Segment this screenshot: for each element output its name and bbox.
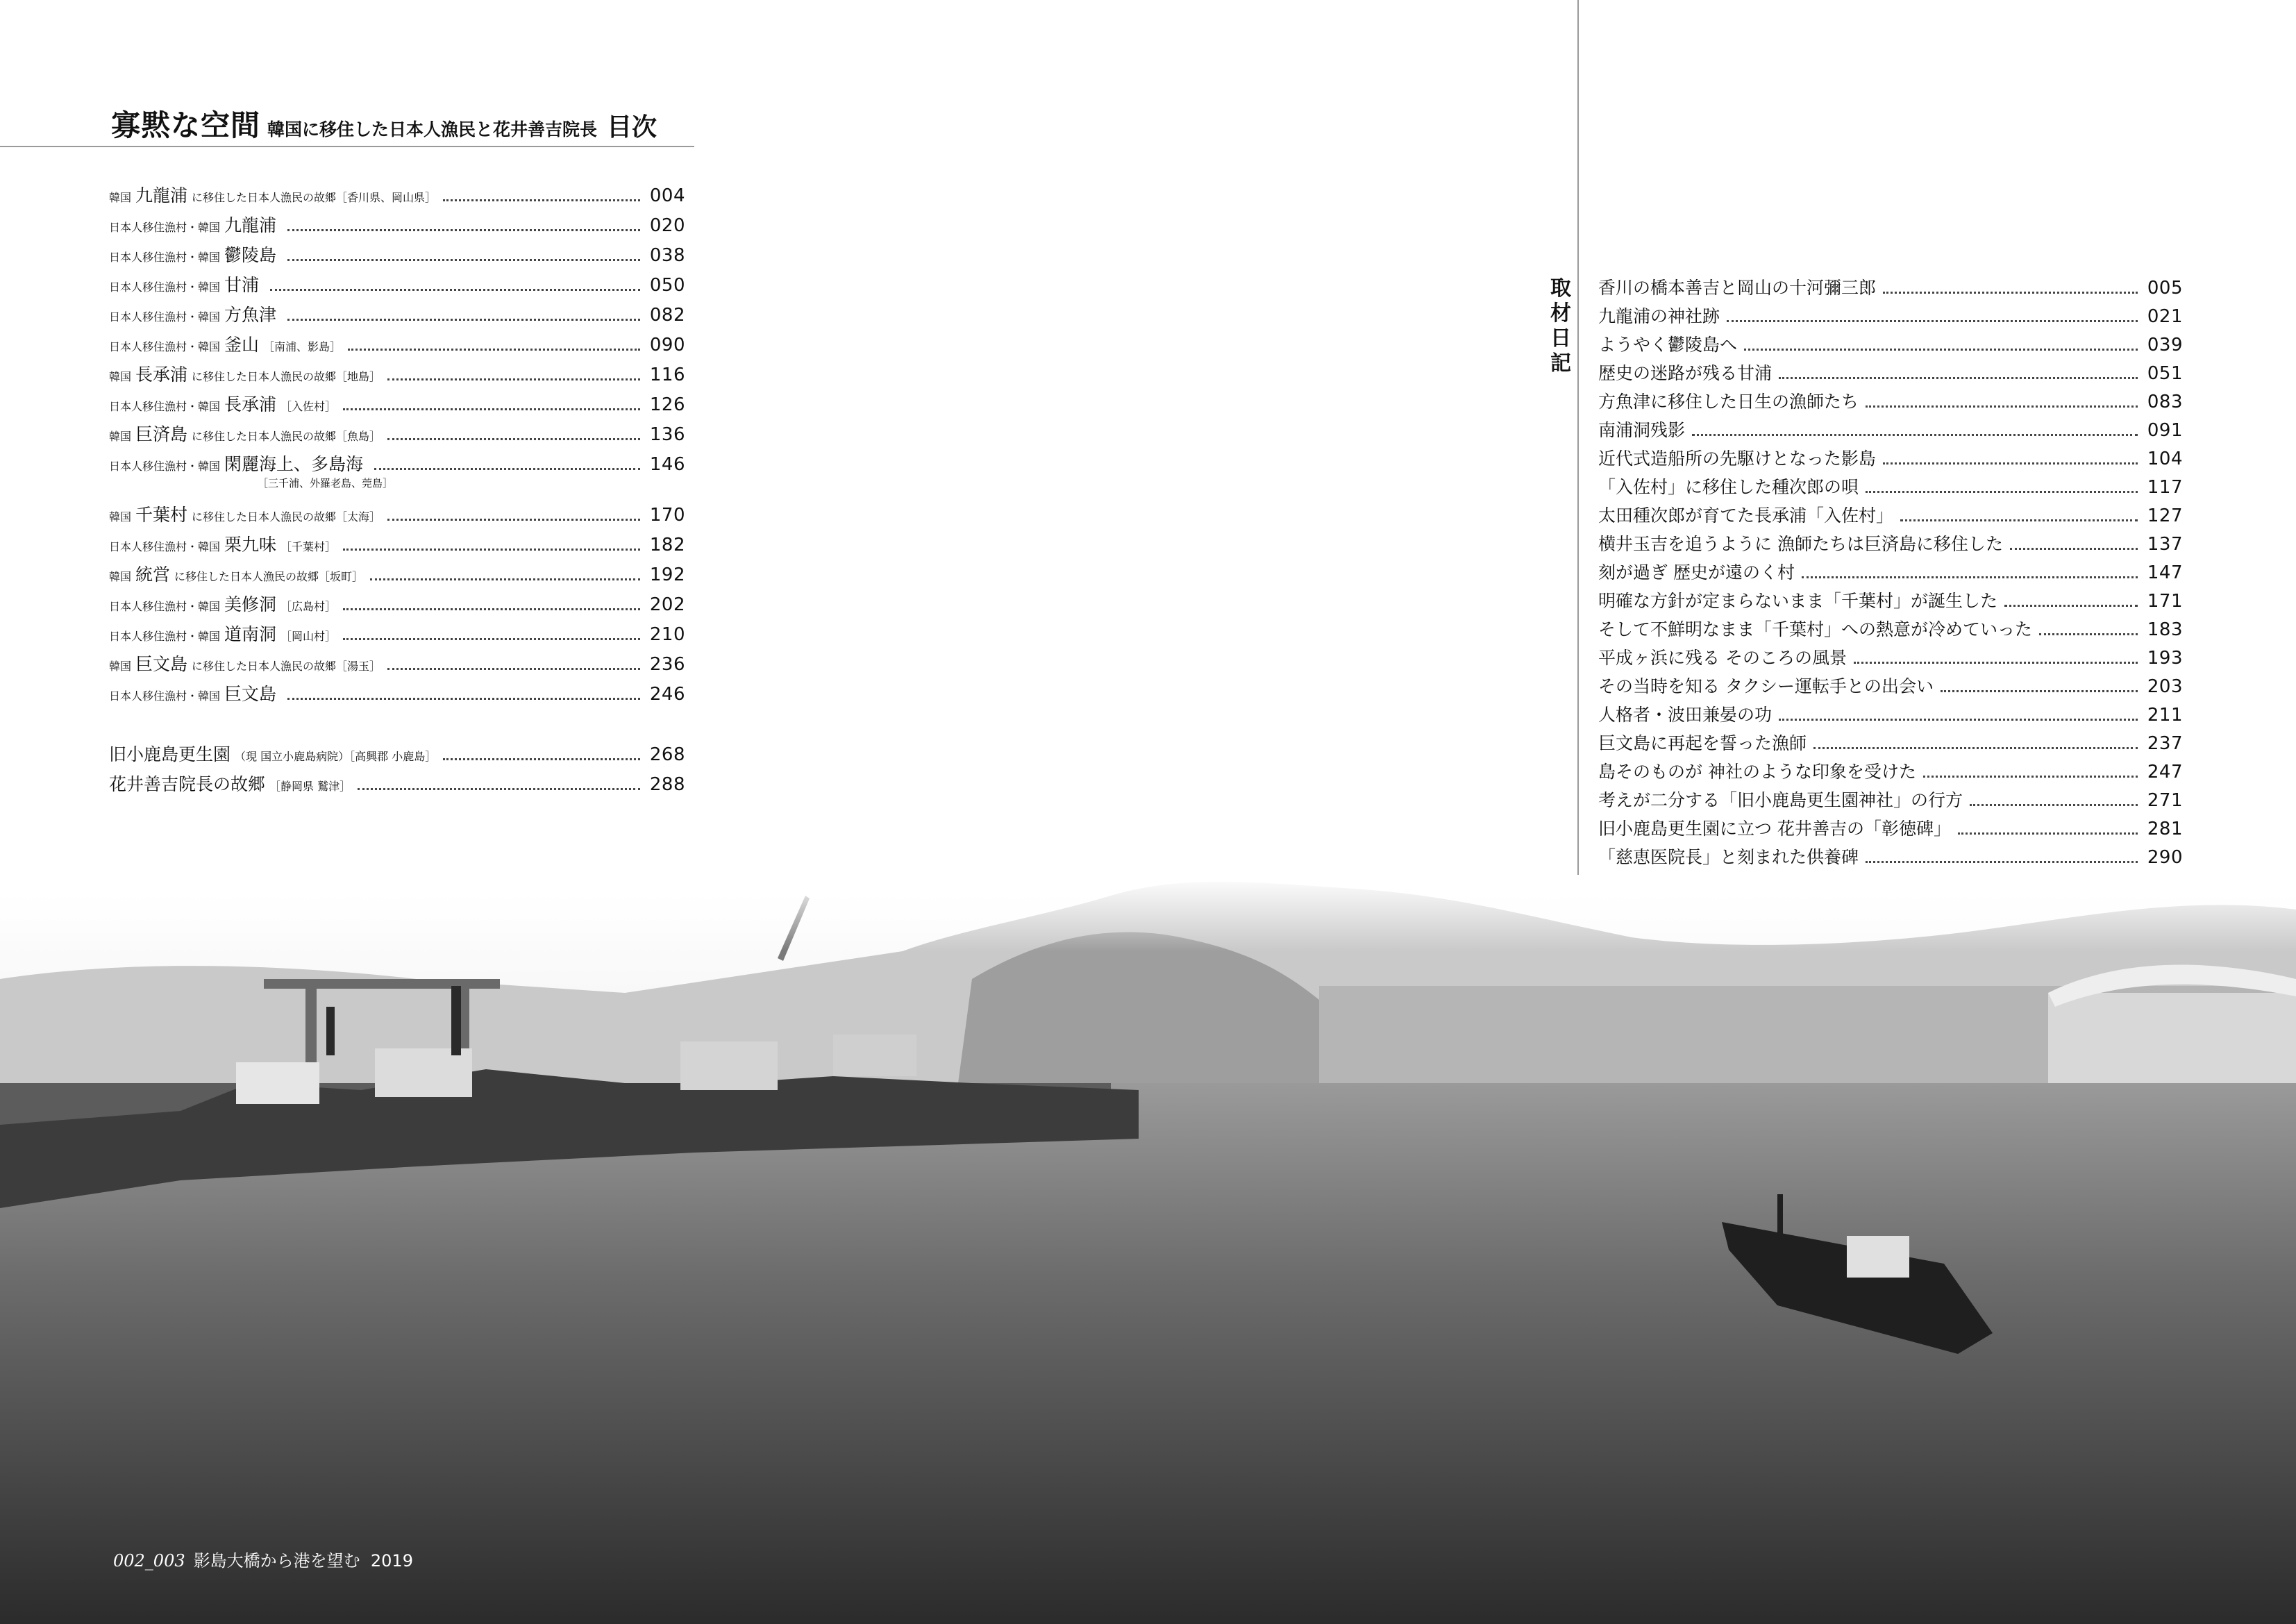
- entry-name: 長承浦: [224, 394, 277, 415]
- toc-entry[interactable]: [109, 591, 685, 616]
- diary-entry[interactable]: [1598, 474, 2183, 499]
- entry-name: 鬱陵島: [224, 245, 277, 265]
- leader-dots: [1900, 519, 2138, 521]
- diary-entry[interactable]: [1598, 417, 2183, 442]
- entry-name: 巨文島: [224, 684, 277, 704]
- toc-entry[interactable]: [109, 651, 685, 676]
- diary-entry[interactable]: [1598, 673, 2183, 698]
- diary-entry[interactable]: [1598, 530, 2183, 555]
- entry-prefix: 日本人移住漁村・韓国: [109, 400, 221, 413]
- leader-dots: [1958, 832, 2138, 835]
- leader-dots: [343, 549, 640, 551]
- diary-entry[interactable]: [1598, 587, 2183, 612]
- toc-entry[interactable]: [109, 531, 685, 556]
- diary-page: 117: [2147, 477, 2183, 498]
- entry-prefix: 韓国: [109, 660, 132, 673]
- diary-page: 247: [2147, 762, 2183, 782]
- entry-page: 116: [649, 365, 685, 385]
- leader-dots: [1692, 434, 2138, 436]
- toc-entry[interactable]: [109, 331, 685, 356]
- leader-dots: [1866, 861, 2138, 863]
- diary-entry[interactable]: [1598, 758, 2183, 783]
- diary-entry[interactable]: [1598, 331, 2183, 356]
- diary-page: 091: [2147, 420, 2183, 441]
- book-subtitle: 韓国に移住した日本人漁民と花井善吉院長: [267, 119, 598, 140]
- diary-title: 近代式造船所の先駆けとなった影島: [1598, 449, 1877, 469]
- diary-entry[interactable]: [1598, 274, 2183, 299]
- entry-page: 246: [649, 684, 685, 705]
- diary-page: 271: [2147, 790, 2183, 811]
- entry-name: 統営: [135, 564, 171, 585]
- entry-name: 閑麗海上、多島海: [224, 454, 364, 474]
- entry-page: 288: [649, 774, 685, 795]
- entry-page: 004: [649, 185, 685, 206]
- entry-page: 146: [649, 454, 685, 475]
- leader-dots: [387, 668, 640, 670]
- entry-prefix: 日本人移住漁村・韓国: [109, 340, 221, 353]
- entry-page: 136: [649, 424, 685, 445]
- entry-page: 192: [649, 564, 685, 585]
- diary-page: 104: [2147, 449, 2183, 469]
- entry-page: 182: [649, 535, 685, 555]
- entry-name: 釜山: [224, 335, 260, 355]
- entry-prefix: 日本人移住漁村・韓国: [109, 221, 221, 234]
- entry-page: 210: [649, 624, 685, 645]
- header-rule: [0, 146, 694, 147]
- diary-title: その当時を知る タクシー運転手との出会い: [1598, 676, 1934, 696]
- diary-label: [1547, 276, 1575, 376]
- diary-entry[interactable]: [1598, 502, 2183, 527]
- toc-left: [109, 182, 685, 807]
- entry-suffix: に移住した日本人漁民の故郷［湯玉］: [192, 660, 381, 673]
- entry-page: 090: [649, 335, 685, 355]
- entry-name: 巨済島: [135, 424, 188, 444]
- tugboat-mast: [1777, 1194, 1783, 1243]
- diary-page: 193: [2147, 648, 2183, 669]
- entry-prefix: 韓国: [109, 510, 132, 524]
- diary-label-char: 記: [1550, 351, 1571, 376]
- entry-prefix: 日本人移住漁村・韓国: [109, 281, 221, 294]
- diary-page: 137: [2147, 534, 2183, 555]
- entry-name: 方魚津: [224, 305, 277, 325]
- leader-dots: [1883, 462, 2138, 464]
- leader-dots: [387, 519, 640, 521]
- entry-name: 千葉村: [135, 505, 188, 525]
- entry-name: 花井善吉院長の故郷: [109, 774, 266, 794]
- toc-entry[interactable]: [109, 421, 685, 446]
- entry-prefix: 韓国: [109, 370, 132, 383]
- diary-title: 「入佐村」に移住した種次郎の唄: [1598, 477, 1859, 497]
- leader-dots: [2010, 548, 2138, 550]
- diary-entry[interactable]: [1598, 445, 2183, 470]
- diary-entry[interactable]: [1598, 559, 2183, 584]
- toc-entry[interactable]: [109, 182, 685, 207]
- terminal-building: [2048, 993, 2296, 1097]
- leader-dots: [287, 259, 640, 261]
- entry-page: 126: [649, 394, 685, 415]
- toc-entry[interactable]: [109, 451, 685, 489]
- entry-suffix: に移住した日本人漁民の故郷［香川県、岡山県］: [192, 191, 437, 204]
- toc-entry[interactable]: [109, 391, 685, 416]
- diary-page: 039: [2147, 335, 2183, 355]
- leader-dots: [1970, 804, 2138, 806]
- leader-dots: [1744, 349, 2138, 351]
- leader-dots: [1854, 662, 2138, 664]
- toc-entry[interactable]: [109, 501, 685, 526]
- leader-dots: [370, 578, 640, 580]
- ship-cabin: [375, 1048, 472, 1097]
- leader-dots: [1802, 576, 2138, 578]
- diary-title: 平成ヶ浜に残る そのころの風景: [1598, 648, 1847, 668]
- entry-suffix: に移住した日本人漁民の故郷［魚島］: [192, 430, 381, 443]
- diary-title: 太田種次郎が育てた長承浦「入佐村」: [1598, 505, 1894, 526]
- entry-prefix: 韓国: [109, 191, 132, 204]
- diary-title: 明確な方針が定まらないまま「千葉村」が誕生した: [1598, 591, 1998, 611]
- leader-dots: [1813, 747, 2138, 749]
- gantry-crane: [264, 979, 500, 989]
- diary-label-char: 材: [1550, 301, 1571, 326]
- entry-suffix: ［静岡県 鷲津］: [269, 780, 351, 793]
- entry-page: 202: [649, 594, 685, 615]
- diary-title: 刻が過ぎ 歴史が遠のく村: [1598, 562, 1795, 583]
- leader-dots: [343, 608, 640, 610]
- entry-name: 甘浦: [224, 275, 260, 295]
- entry-name: 九龍浦: [135, 185, 188, 206]
- harbor-photo: [0, 875, 2296, 1624]
- diary-page: 281: [2147, 819, 2183, 839]
- leader-dots: [287, 698, 640, 700]
- leader-dots: [1923, 776, 2138, 778]
- diary-title: 九龍浦の神社跡: [1598, 306, 1720, 326]
- entry-suffix: ［広島村］: [280, 600, 337, 613]
- entry-suffix: ［岡山村］: [280, 630, 337, 643]
- toc-entry[interactable]: [109, 741, 685, 766]
- entry-suffix: に移住した日本人漁民の故郷［太海］: [192, 510, 381, 524]
- diary-title: 歴史の迷路が残る甘浦: [1598, 363, 1773, 383]
- diary-entry[interactable]: [1598, 303, 2183, 328]
- entry-suffix: ［千葉村］: [280, 540, 337, 553]
- diary-page: 183: [2147, 619, 2183, 640]
- entry-name: 巨文島: [135, 654, 188, 674]
- leader-dots: [287, 229, 640, 231]
- ship-mast: [326, 1007, 335, 1055]
- diary-entry[interactable]: [1598, 388, 2183, 413]
- diary-title: 考えが二分する「旧小鹿島更生園神社」の行方: [1598, 790, 1963, 810]
- diary-title: 旧小鹿島更生園に立つ 花井善吉の「彰徳碑」: [1598, 819, 1951, 839]
- entry-prefix: 日本人移住漁村・韓国: [109, 689, 221, 703]
- diary-page: 290: [2147, 847, 2183, 868]
- toc-entry[interactable]: [109, 621, 685, 646]
- entry-name: 道南洞: [224, 624, 277, 644]
- entry-subnote: ［三千浦、外羅老島、莞島］: [258, 477, 394, 489]
- toc-entry[interactable]: [109, 680, 685, 705]
- leader-dots: [387, 378, 640, 380]
- ship-cabin: [236, 1062, 319, 1104]
- photo-caption: [113, 1547, 413, 1571]
- diary-title: そして不鮮明なまま「千葉村」への熱意が冷めていった: [1598, 619, 2033, 639]
- diary-title: ようやく鬱陵島へ: [1598, 335, 1738, 355]
- toc-entry[interactable]: [109, 771, 685, 796]
- diary-entry[interactable]: [1598, 360, 2183, 385]
- diary-title: 巨文島に再起を誓った漁師: [1598, 733, 1807, 753]
- diary-title: 横井玉吉を追うように 漁師たちは巨済島に移住した: [1598, 534, 2003, 554]
- leader-dots: [1727, 320, 2138, 322]
- diary-page: 237: [2147, 733, 2183, 754]
- diary-page: 127: [2147, 505, 2183, 526]
- diary-entry[interactable]: [1598, 644, 2183, 669]
- leader-dots: [443, 199, 640, 201]
- entry-page: 236: [649, 654, 685, 675]
- entry-page: 082: [649, 305, 685, 326]
- toc-entry[interactable]: [109, 561, 685, 586]
- diary-title: 南浦洞残影: [1598, 420, 1686, 440]
- entry-prefix: 韓国: [109, 570, 132, 583]
- entry-prefix: 日本人移住漁村・韓国: [109, 630, 221, 643]
- leader-dots: [343, 408, 640, 410]
- entry-suffix: ［入佐村］: [280, 400, 337, 413]
- diary-entry[interactable]: [1598, 701, 2183, 726]
- diary-page: 021: [2147, 306, 2183, 327]
- entry-suffix: ［南浦、影島］: [263, 340, 342, 353]
- entry-name: 美修洞: [224, 594, 277, 614]
- diary-entry[interactable]: [1598, 815, 2183, 840]
- leader-dots: [443, 758, 640, 760]
- diary-label-char: 取: [1550, 276, 1571, 301]
- leader-dots: [1941, 690, 2138, 692]
- book-title: 寡黙な空間: [111, 108, 261, 142]
- ship-mast: [451, 986, 461, 1055]
- leader-dots: [1779, 377, 2138, 379]
- page-numbers: 002_003: [113, 1551, 185, 1571]
- caption-year: 2019: [370, 1551, 413, 1571]
- entry-suffix: に移住した日本人漁民の故郷［坂町］: [174, 570, 364, 583]
- document-header: [111, 103, 694, 142]
- diary-title: 島そのものが 神社のような印象を受けた: [1598, 762, 1916, 782]
- leader-dots: [358, 788, 640, 790]
- entry-page: 170: [649, 505, 685, 526]
- diary-title: 「慈恵医院長」と刻まれた供養碑: [1598, 847, 1859, 867]
- diary-page: 203: [2147, 676, 2183, 697]
- caption-text: 影島大橋から港を望む: [193, 1551, 360, 1571]
- leader-dots: [387, 438, 640, 440]
- diary-page: 051: [2147, 363, 2183, 384]
- toc-entry[interactable]: [109, 242, 685, 267]
- toc-entry[interactable]: [109, 271, 685, 296]
- entry-prefix: 日本人移住漁村・韓国: [109, 540, 221, 553]
- diary-label-char: 日: [1550, 326, 1571, 351]
- leader-dots: [1883, 292, 2138, 294]
- ship-cabin: [680, 1041, 778, 1090]
- diary-title: 人格者・波田兼晏の功: [1598, 705, 1773, 725]
- toc-right: [1598, 274, 2183, 878]
- entry-page: 268: [649, 744, 685, 765]
- gantry-crane-leg: [305, 989, 317, 1065]
- diary-page: 211: [2147, 705, 2183, 726]
- entry-page: 038: [649, 245, 685, 266]
- diary-page: 005: [2147, 278, 2183, 299]
- leader-dots: [343, 638, 640, 640]
- diary-entry[interactable]: [1598, 730, 2183, 755]
- entry-name: 九龍浦: [224, 215, 277, 235]
- entry-name: 栗九味: [224, 535, 277, 555]
- toc-entry[interactable]: [109, 301, 685, 326]
- leader-dots: [1779, 719, 2138, 721]
- entry-page: 050: [649, 275, 685, 296]
- diary-title: 方魚津に移住した日生の漁師たち: [1598, 392, 1859, 412]
- leader-dots: [287, 319, 640, 321]
- ship-cabin: [833, 1035, 916, 1076]
- leader-dots: [2004, 605, 2138, 607]
- diary-page: 147: [2147, 562, 2183, 583]
- diary-entry[interactable]: [1598, 616, 2183, 641]
- entry-name: 長承浦: [135, 365, 188, 385]
- diary-page: 083: [2147, 392, 2183, 412]
- diary-entry[interactable]: [1598, 844, 2183, 869]
- leader-dots: [270, 289, 640, 291]
- diary-page: 171: [2147, 591, 2183, 612]
- entry-prefix: 韓国: [109, 430, 132, 443]
- leader-dots: [1866, 405, 2138, 408]
- diary-entry[interactable]: [1598, 787, 2183, 812]
- entry-page: 020: [649, 215, 685, 236]
- diary-title: 香川の橋本善吉と岡山の十河彌三郎: [1598, 278, 1877, 298]
- leader-dots: [2039, 633, 2138, 635]
- entry-prefix: 日本人移住漁村・韓国: [109, 310, 221, 324]
- toc-entry[interactable]: [109, 361, 685, 386]
- toc-heading: 目次: [607, 112, 657, 142]
- fog-overlay: [0, 875, 2296, 951]
- entry-suffix: （現 国立小鹿島病院）［高興郡 小鹿島］: [235, 750, 437, 763]
- leader-dots: [1866, 491, 2138, 493]
- entry-prefix: 日本人移住漁村・韓国: [109, 251, 221, 264]
- toc-entry[interactable]: [109, 212, 685, 237]
- entry-prefix: 日本人移住漁村・韓国: [109, 460, 221, 473]
- leader-dots: [374, 468, 640, 470]
- column-divider: [1577, 0, 1579, 875]
- tugboat-cabin: [1847, 1236, 1909, 1278]
- entry-prefix: 日本人移住漁村・韓国: [109, 600, 221, 613]
- leader-dots: [348, 349, 640, 351]
- entry-suffix: に移住した日本人漁民の故郷［地島］: [192, 370, 381, 383]
- entry-name: 旧小鹿島更生園: [109, 744, 231, 764]
